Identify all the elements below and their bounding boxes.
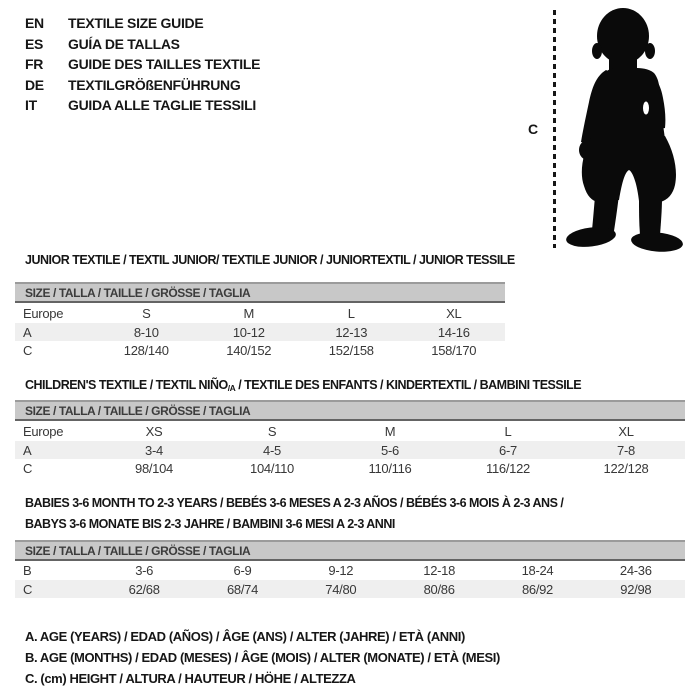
size-value-cell: 152/158 xyxy=(328,342,374,358)
language-code: ES xyxy=(25,35,44,52)
size-value-cell: 24-36 xyxy=(619,563,652,578)
language-code: DE xyxy=(25,76,44,93)
junior-size-table xyxy=(15,282,505,359)
language-title: GUIDA ALLE TAGLIE TESSILI xyxy=(68,97,256,114)
size-value-cell: 74/80 xyxy=(325,581,357,597)
size-value-cell: S xyxy=(267,423,277,439)
size-value-cell: 8-10 xyxy=(133,324,159,340)
language-list xyxy=(25,13,260,116)
legend-line-b: B. AGE (MONTHS) / EDAD (MESES) / ÂGE (MOIS) / ALTER (MONATE) / ETÀ (MESI) xyxy=(25,650,500,665)
row-label: C xyxy=(23,581,33,597)
size-value-cell: XS xyxy=(145,423,163,439)
language-code: FR xyxy=(25,56,44,73)
size-value-cell: XL xyxy=(446,305,462,321)
size-table-row-a xyxy=(15,323,505,341)
size-value-cell: M xyxy=(384,423,396,439)
size-header-label: SIZE / TALLA / TAILLE / GRÖSSE / TAGLIA xyxy=(25,543,251,558)
language-row-it xyxy=(25,95,260,116)
size-value-cell: 116/122 xyxy=(486,460,530,476)
size-value-cell: 3-6 xyxy=(135,563,154,578)
table-title-line xyxy=(25,514,563,535)
table-title-line xyxy=(25,375,581,399)
size-value-cell: 6-9 xyxy=(233,563,252,578)
row-label: C xyxy=(23,460,33,476)
language-code: IT xyxy=(25,97,37,114)
size-header-bar xyxy=(15,400,685,421)
height-measure-label: C xyxy=(528,121,539,137)
legend-line-a: A. AGE (YEARS) / EDAD (AÑOS) / ÂGE (ANS) / ALTER (JAHRE) / ETÀ (ANNI) xyxy=(25,629,465,644)
language-code: EN xyxy=(25,15,44,32)
size-table-row-europe xyxy=(15,303,505,323)
size-value-cell: S xyxy=(142,305,151,321)
size-value-cell: 92/98 xyxy=(620,581,652,597)
size-value-cell: 3-4 xyxy=(145,442,163,458)
table-title-text: BABYS 3-6 MONATE BIS 2-3 JAHRE / BAMBINI 3-6 MESI A 2-3 ANNI xyxy=(25,517,395,531)
size-value-cell: 86/92 xyxy=(521,581,553,597)
size-value-cell: 140/152 xyxy=(226,342,272,358)
table-title-subscript: /A xyxy=(227,383,236,393)
language-title: TEXTILE SIZE GUIDE xyxy=(68,15,204,32)
table-title-text: CHILDREN'S TEXTILE / TEXTIL NIÑO xyxy=(25,378,228,392)
junior-table-body xyxy=(15,303,505,359)
size-value-cell: 110/116 xyxy=(368,460,412,476)
size-value-cell: 122/128 xyxy=(603,460,649,476)
row-label: A xyxy=(23,442,32,458)
size-header-bar xyxy=(15,282,505,303)
babies-table-body xyxy=(15,561,685,598)
language-title: GUÍA DE TALLAS xyxy=(68,35,180,52)
size-value-cell: 5-6 xyxy=(381,442,399,458)
size-value-cell: 62/68 xyxy=(128,581,160,597)
size-value-cell: M xyxy=(243,305,255,321)
language-row-fr xyxy=(25,54,260,75)
size-value-cell: 4-5 xyxy=(263,442,281,458)
toddler-silhouette-icon xyxy=(562,6,696,252)
children-textile-section xyxy=(15,375,685,478)
children-table-body xyxy=(15,421,685,477)
children-table-title xyxy=(25,375,581,399)
row-label: C xyxy=(23,342,33,358)
size-table-row-a xyxy=(15,441,685,459)
size-value-cell: L xyxy=(347,305,355,321)
table-title-text: JUNIOR TEXTILE / TEXTIL JUNIOR/ TEXTILE JUNIOR / JUNIORTEXTIL / JUNIOR TESSILE xyxy=(25,253,515,267)
size-value-cell: 128/140 xyxy=(123,342,169,358)
language-title: GUIDE DES TAILLES TEXTILE xyxy=(68,56,261,73)
babies-textile-section xyxy=(15,493,685,598)
size-value-cell: 9-12 xyxy=(328,563,354,578)
table-title-line xyxy=(25,250,515,271)
size-table-row-b xyxy=(15,561,685,580)
language-row-de xyxy=(25,75,260,96)
size-value-cell: 6-7 xyxy=(499,442,517,458)
size-value-cell: 68/74 xyxy=(226,581,259,597)
table-title-text: BABIES 3-6 MONTH TO 2-3 YEARS / BEBÉS 3-6 MESES A 2-3 AÑOS / BÉBÉS 3-6 MOIS À 2-3 ANS / xyxy=(25,496,564,510)
table-title-line xyxy=(25,493,563,514)
language-row-es xyxy=(25,34,260,55)
language-title: TEXTILGRÖßENFÜHRUNG xyxy=(68,76,241,93)
table-title-text: / TEXTILE DES ENFANTS / KINDERTEXTIL / BAMBINI TESSILE xyxy=(235,378,582,392)
row-label: Europe xyxy=(23,423,64,439)
babies-size-table xyxy=(15,540,685,598)
size-table-row-c xyxy=(15,341,505,359)
size-value-cell: 7-8 xyxy=(617,442,635,458)
size-table-row-europe xyxy=(15,421,685,441)
size-value-cell: 14-16 xyxy=(437,324,470,340)
size-table-row-c xyxy=(15,459,685,477)
size-value-cell: L xyxy=(504,423,512,439)
size-value-cell: 104/110 xyxy=(250,460,294,476)
size-value-cell: 10-12 xyxy=(232,324,265,340)
size-value-cell: 98/104 xyxy=(135,460,173,476)
size-header-bar xyxy=(15,540,685,561)
size-header-label: SIZE / TALLA / TAILLE / GRÖSSE / TAGLIA xyxy=(25,403,251,418)
legend xyxy=(25,626,500,689)
size-value-cell: XL xyxy=(618,423,634,439)
size-value-cell: 12-13 xyxy=(335,324,368,340)
row-label: B xyxy=(23,563,32,578)
size-value-cell: 12-18 xyxy=(423,563,456,578)
row-label: A xyxy=(23,324,32,340)
junior-table-title xyxy=(25,250,515,271)
size-value-cell: 158/170 xyxy=(431,342,477,358)
size-header-label: SIZE / TALLA / TAILLE / GRÖSSE / TAGLIA xyxy=(25,285,251,300)
junior-textile-section xyxy=(15,250,515,362)
babies-table-title xyxy=(25,493,563,535)
language-row-en xyxy=(25,13,260,34)
legend-line-c: C. (cm) HEIGHT / ALTURA / HAUTEUR / HÖHE / ALTEZZA xyxy=(25,671,356,686)
size-value-cell: 80/86 xyxy=(423,581,455,597)
size-value-cell: 18-24 xyxy=(521,563,554,578)
row-label: Europe xyxy=(23,305,64,321)
height-measure-line xyxy=(553,10,556,248)
children-size-table xyxy=(15,400,685,477)
size-table-row-c xyxy=(15,580,685,598)
